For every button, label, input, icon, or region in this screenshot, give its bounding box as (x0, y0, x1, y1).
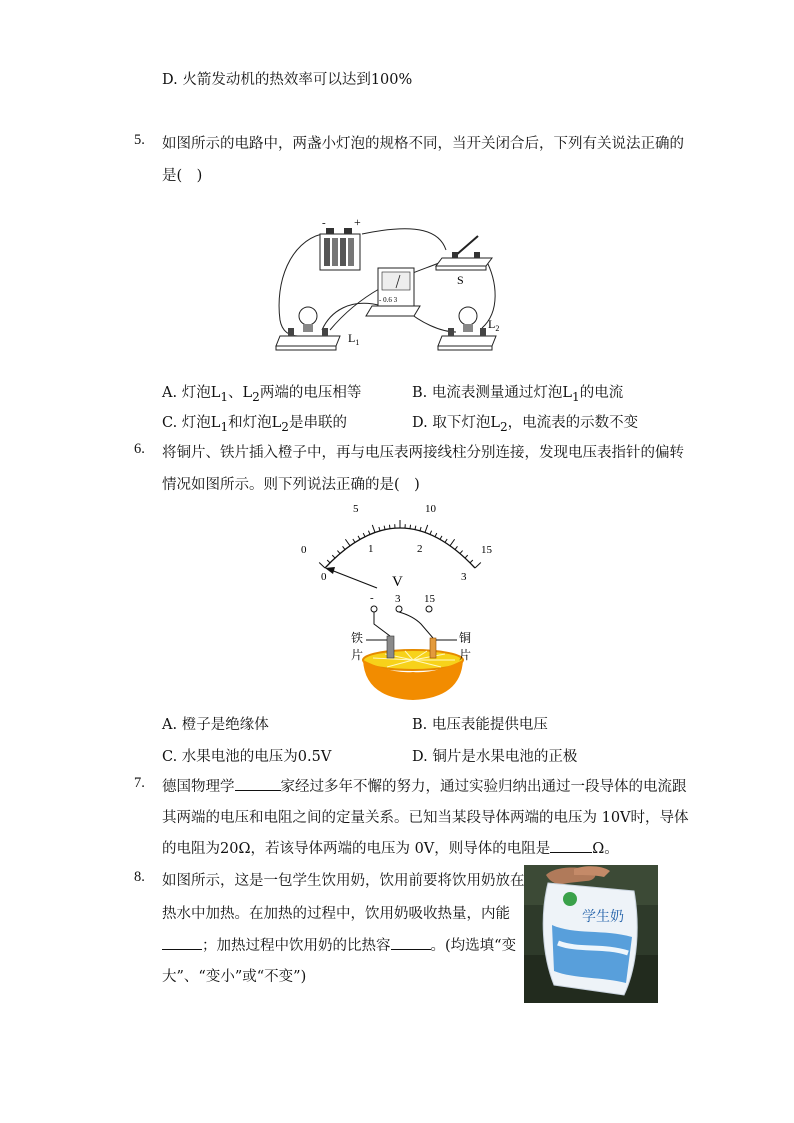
q7-line2: 其两端的电压和电阻之间的定量关系。已知当某段导体两端的电压为 10V时，导体 (162, 810, 689, 826)
q7-number: 7. (134, 775, 145, 791)
scale-tick (353, 539, 355, 542)
scale-tick (420, 527, 421, 531)
scale-tick (337, 551, 340, 554)
q8-line3: ；加热过程中饮用奶的比热容 。(均选填“变 (162, 934, 516, 955)
q7-line1: 德国物理学 家经过多年不懈的努力，通过实验归纳出通过一段导体的电流跟 (162, 775, 687, 796)
scale-tick (379, 527, 380, 531)
q5-stem-line2: 是( ) (162, 168, 203, 184)
terminal-3-post (396, 606, 402, 612)
q5-number: 5. (134, 132, 145, 148)
wire-copper (399, 612, 433, 638)
switch-icon (436, 236, 492, 270)
scale-tick (368, 531, 370, 535)
terminal-15: 15 (424, 593, 435, 605)
scale-tick (425, 525, 428, 533)
scale-tick (372, 525, 375, 533)
q5-option-a: A. 灯泡$L_1$、$L_2$两端的电压相等 (162, 385, 362, 404)
terminal-15-post (426, 606, 432, 612)
milk-bag-text: 学生奶 (582, 910, 624, 925)
iron-label-2: 片 (351, 648, 364, 662)
outer-tick-10: 10 (425, 503, 436, 515)
q6-stem-line1: 将铜片、铁片插入橙子中，再与电压表两接线柱分别连接，发现电压表指针的偏转 (162, 445, 684, 461)
battery-plus: + (354, 215, 361, 229)
wire-top (362, 229, 446, 250)
q4-option-d: D. 火箭发动机的热效率可以达到100% (162, 72, 413, 88)
scale-tick (470, 560, 473, 563)
scale-tick (319, 563, 325, 568)
q8-number: 8. (134, 869, 145, 885)
q5-circuit-figure (270, 212, 505, 354)
lamp1-icon (276, 307, 340, 350)
q5-option-b: B. 电流表测量通过灯泡$L_1$的电流 (412, 385, 624, 404)
scale-tick (415, 526, 416, 530)
q8-line1: 如图所示，这是一包学生饮用奶，饮用前要将饮用奶放在 (162, 873, 525, 889)
q8-blank-2[interactable] (391, 935, 431, 950)
terminal-minus-post (371, 606, 377, 612)
inner-tick-3: 3 (461, 571, 467, 583)
outer-tick-15: 15 (481, 544, 492, 556)
scale-tick (440, 536, 442, 539)
q6-stem-line2: 情况如图所示。则下列说法正确的是( ) (162, 477, 420, 493)
scale-tick (358, 536, 360, 539)
q6-option-b: B. 电压表能提供电压 (412, 717, 548, 733)
scale-tick (475, 563, 481, 568)
scale-tick (460, 551, 463, 554)
q6-option-c: C. 水果电池的电压为0.5V (162, 749, 332, 765)
scale-tick (430, 531, 432, 535)
lamp1-label: $L_1$ (348, 331, 360, 347)
scale-tick (384, 526, 385, 530)
q8-line2: 热水中加热。在加热的过程中，饮用奶吸收热量，内能 (162, 906, 510, 922)
scale-tick (363, 533, 365, 537)
scale-tick (450, 539, 455, 546)
battery-minus: - (322, 217, 326, 229)
inner-tick-1: 1 (368, 543, 374, 555)
inner-tick-2: 2 (417, 543, 423, 555)
scale-tick (389, 525, 390, 529)
battery-icon (320, 228, 360, 270)
scale-tick (343, 546, 345, 549)
milk-logo (563, 892, 577, 906)
milk-photo (524, 865, 658, 1003)
ammeter-terminals: - 0.6 3 (379, 296, 398, 304)
scale-tick (332, 555, 335, 558)
lamp2-label: $L_2$ (488, 317, 500, 333)
q6-option-d: D. 铜片是水果电池的正极 (412, 749, 578, 765)
copper-label-1: 铜 (459, 631, 472, 645)
scale-tick (455, 546, 457, 549)
terminal-3: 3 (395, 593, 401, 605)
q6-voltmeter-figure (295, 498, 505, 704)
switch-label: S (457, 273, 464, 287)
iron-label-1: 铁 (351, 631, 364, 645)
q7-line3: 的电阻为20Ω，若该导体两端的电压为 0V，则导体的电阻是 Ω。 (162, 837, 619, 858)
scale-tick (327, 560, 330, 563)
inner-tick-0: 0 (321, 571, 327, 583)
needle (331, 570, 377, 588)
q8-line4: 大”、“变小”或“不变”) (162, 969, 307, 985)
outer-tick-0: 0 (301, 544, 307, 556)
scale-tick (345, 539, 350, 546)
q6-number: 6. (134, 441, 145, 457)
scale-ticks (319, 520, 481, 568)
q6-option-a: A. 橙子是绝缘体 (162, 717, 269, 733)
scale-tick (445, 539, 447, 542)
q5-stem-line1: 如图所示的电路中，两盏小灯泡的规格不同，当开关闭合后，下列有关说法正确的 (162, 136, 684, 152)
scale-tick (435, 533, 437, 537)
meter-symbol: V (392, 574, 403, 590)
q5-option-c: C. 灯泡$L_1$和灯泡$L_2$是串联的 (162, 415, 347, 434)
q7-blank-2[interactable] (550, 838, 592, 853)
q5-option-d: D. 取下灯泡$L_2$，电流表的示数不变 (412, 415, 639, 434)
scale-tick (410, 525, 411, 529)
needle-tip (325, 567, 335, 574)
terminal-minus: - (370, 592, 374, 604)
wire-iron (374, 612, 390, 636)
copper-label-2: 片 (459, 648, 472, 662)
outer-tick-5: 5 (353, 503, 359, 515)
iron-plate (387, 636, 394, 658)
scale-arc (325, 528, 475, 568)
copper-plate (430, 638, 436, 658)
q7-blank-1[interactable] (235, 776, 281, 791)
scale-tick (465, 555, 468, 558)
q8-blank-1[interactable] (162, 935, 202, 950)
